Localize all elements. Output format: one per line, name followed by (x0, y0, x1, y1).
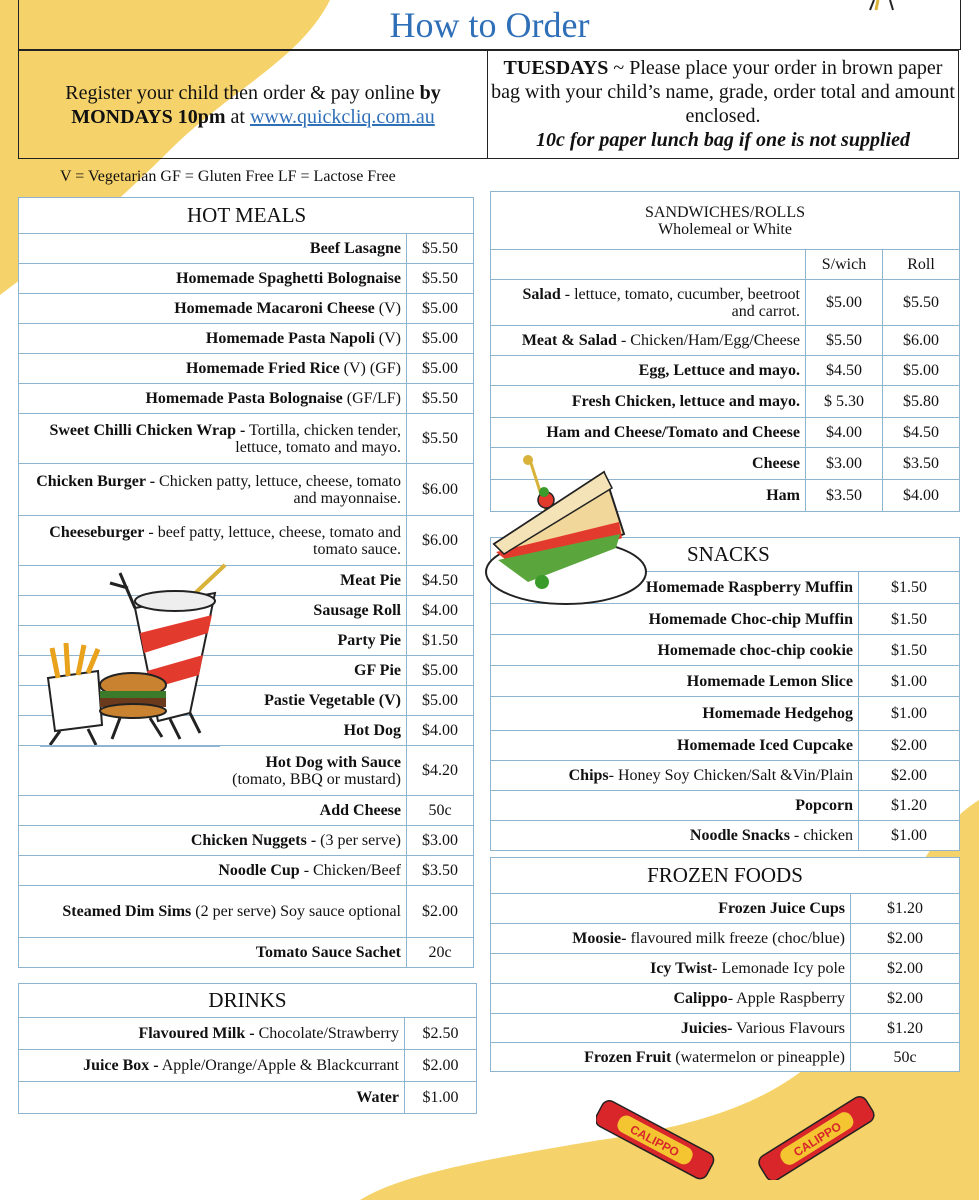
sandwiches-item-cell (491, 418, 806, 448)
snacks-row-homemade-hedgehog (491, 697, 960, 731)
item-name: Homemade choc-chip cookie (657, 641, 853, 659)
item-name: Frozen Juice Cups (718, 900, 845, 917)
item-name: Chicken Burger - (36, 472, 156, 490)
sandwiches-item-cell (491, 356, 806, 386)
order-online-info (18, 50, 488, 159)
snacks-row-homemade-choc-chip-cookie (491, 635, 960, 666)
hot_meals-row-tomato-sauce-sachet (19, 938, 474, 968)
sandwiches-row-ham-and-cheese-tomato-and-cheese (491, 418, 960, 448)
hot_meals-row-cheeseburger (19, 516, 474, 566)
hot_meals-item-cell (19, 796, 407, 826)
sandwich-name-col-header (491, 250, 806, 280)
sandwiches-swich-cell: $5.50 (806, 326, 883, 356)
snacks-title: SNACKS (491, 538, 960, 572)
item-name: Popcorn (795, 797, 853, 814)
hot_meals-price-cell: $3.50 (407, 856, 474, 886)
hot_meals-price-cell: $6.00 (407, 464, 474, 516)
drinks-price-cell: $2.50 (405, 1018, 477, 1050)
item-name: Homemade Pasta Napoli (205, 330, 375, 347)
item-name: Homemade Choc-chip Muffin (648, 610, 853, 628)
item-description: - Honey Soy Chicken/Salt &Vin/Plain (608, 767, 853, 784)
item-name: Cheese (752, 455, 800, 472)
sandwiches-roll-cell: $5.00 (883, 356, 960, 386)
calippo-logo-text-left: CALIPPO (627, 1122, 682, 1160)
hot_meals-price-cell: $1.50 (407, 626, 474, 656)
frozen-row-icy-twist (491, 954, 960, 984)
hot_meals-price-cell: $4.20 (407, 746, 474, 796)
item-name: Meat & Salad (521, 332, 617, 349)
snacks-item-cell (491, 635, 859, 666)
frozen-item-cell (491, 924, 851, 954)
snacks-price-cell: $1.00 (859, 666, 960, 697)
drinks-title: DRINKS (19, 984, 477, 1018)
hot_meals-row-beef-lasagne (19, 234, 474, 264)
roll-col-header: Roll (883, 250, 960, 280)
order-deadline: by MONDAYS 10pm (71, 81, 441, 128)
item-description: - chicken (789, 827, 853, 844)
hot_meals-price-cell: $5.50 (407, 414, 474, 464)
item-description: (tomato, BBQ or mustard) (232, 770, 401, 788)
item-name: Juice Box - (83, 1057, 159, 1074)
item-description: - Chicken/Beef (299, 862, 401, 879)
hot_meals-item-cell (19, 354, 407, 384)
hot_meals-item-cell (19, 826, 407, 856)
sandwiches-swich-cell: $3.00 (806, 448, 883, 480)
item-name: Pastie Vegetable (V) (264, 692, 401, 709)
item-name: Tomato Sauce Sachet (255, 944, 401, 961)
item-description: Apple/Orange/Apple & Blackcurrant (158, 1057, 399, 1074)
item-name: Homemade Iced Cupcake (677, 737, 853, 754)
item-description: flavoured milk freeze (choc/blue) (626, 930, 845, 947)
item-description: (V) (374, 300, 401, 317)
decorative-legs-icon (860, 0, 920, 12)
item-name: Cheeseburger (49, 523, 145, 541)
item-description: (3 per serve) (316, 832, 401, 849)
snacks-price-cell: $1.20 (859, 791, 960, 821)
frozen-item-cell (491, 1014, 851, 1043)
sandwiches-swich-cell: $4.00 (806, 418, 883, 448)
hot_meals-price-cell: 50c (407, 796, 474, 826)
frozen-foods-table (490, 857, 960, 1072)
hot_meals-row-chicken-nuggets (19, 826, 474, 856)
tuesday-text: ~ Please place your order in brown paper bag with your child’s name, grade, order total and amount enclosed. (491, 57, 955, 127)
item-name: Frozen Fruit (584, 1048, 672, 1066)
item-name: Noodle Cup (218, 862, 300, 879)
sandwiches-swich-cell: $3.50 (806, 480, 883, 512)
item-name: Homemade Fried Rice (185, 360, 340, 377)
item-name: Ham and Cheese/Tomato and Cheese (546, 424, 800, 441)
hot_meals-item-cell (19, 856, 407, 886)
item-name: Flavoured Milk - (138, 1025, 255, 1042)
sandwiches-roll-cell: $5.80 (883, 386, 960, 418)
snacks-row-noodle-snacks (491, 821, 960, 851)
hot_meals-price-cell: $5.50 (407, 264, 474, 294)
hot_meals-row-chicken-burger (19, 464, 474, 516)
sandwich-illustration (484, 452, 654, 612)
item-description: Chocolate/Strawberry (254, 1025, 399, 1042)
hot_meals-item-cell (19, 414, 407, 464)
item-name: Calippo (673, 990, 728, 1007)
snacks-row-popcorn (491, 791, 960, 821)
hot_meals-row-homemade-fried-rice (19, 354, 474, 384)
item-name: Ham (766, 487, 800, 504)
item-description: - lettuce, tomato, cucumber, beetroot and carrot. (560, 285, 800, 320)
hot_meals-price-cell: $2.00 (407, 886, 474, 938)
frozen-price-cell: $1.20 (851, 1014, 960, 1043)
snacks-price-cell: $1.00 (859, 697, 960, 731)
hot_meals-price-cell: 20c (407, 938, 474, 968)
item-name: Sausage Roll (313, 602, 401, 619)
item-name: Salad (522, 285, 561, 303)
item-name: Steamed Dim Sims (62, 903, 192, 920)
sandwiches-roll-cell: $6.00 (883, 326, 960, 356)
sandwiches-roll-cell: $3.50 (883, 448, 960, 480)
item-name: Meat Pie (340, 572, 401, 589)
snacks-item-cell (491, 666, 859, 697)
calippo-logo-text-right: CALIPPO (791, 1119, 844, 1160)
hot-meals-title: HOT MEALS (19, 198, 474, 234)
drinks-row-juice-box (19, 1050, 477, 1082)
sandwiches-row-fresh-chicken-lettuce-and-mayo (491, 386, 960, 418)
item-name: Moosie- (572, 930, 627, 947)
item-description: Chicken patty, lettuce, cheese, tomato and mayonnaise. (155, 472, 401, 507)
snacks-row-homemade-iced-cupcake (491, 731, 960, 761)
drinks-row-water (19, 1082, 477, 1114)
tuesday-order-info (488, 50, 959, 159)
hot_meals-item-cell (19, 516, 407, 566)
tuesday-label: TUESDAYS (503, 57, 609, 79)
sandwiches-item-cell (491, 386, 806, 418)
drinks-row-flavoured-milk (19, 1018, 477, 1050)
sandwiches-row-meat-salad (491, 326, 960, 356)
item-name: Homemade Macaroni Cheese (174, 300, 375, 317)
snacks-item-cell (491, 791, 859, 821)
drinks-table (18, 983, 477, 1114)
frozen-price-cell: $2.00 (851, 924, 960, 954)
item-description: - Apple Raspberry (727, 990, 845, 1007)
sandwiches-roll-cell: $4.00 (883, 480, 960, 512)
item-name: GF Pie (354, 662, 401, 679)
snacks-price-cell: $1.00 (859, 821, 960, 851)
frozen-item-cell (491, 984, 851, 1014)
hot_meals-item-cell (19, 264, 407, 294)
item-name: Fresh Chicken, lettuce and mayo. (571, 393, 800, 410)
hot_meals-row-homemade-macaroni-cheese (19, 294, 474, 324)
snacks-price-cell: $1.50 (859, 604, 960, 635)
snacks-price-cell: $1.50 (859, 635, 960, 666)
item-name: Water (356, 1089, 399, 1106)
frozen-row-frozen-juice-cups (491, 894, 960, 924)
snacks-item-cell (491, 821, 859, 851)
item-name: Chips (568, 767, 609, 784)
item-name: Noodle Snacks (689, 827, 790, 844)
hot_meals-price-cell: $4.00 (407, 596, 474, 626)
hot_meals-price-cell: $4.00 (407, 716, 474, 746)
item-name: Juicies- (680, 1019, 733, 1037)
item-name: Homemade Pasta Bolognaise (145, 390, 343, 407)
item-description: (V) (374, 330, 401, 347)
frozen-price-cell: $2.00 (851, 984, 960, 1014)
hot_meals-price-cell: $5.00 (407, 324, 474, 354)
frozen-price-cell: 50c (851, 1043, 960, 1072)
calippo-illustration (596, 1070, 886, 1180)
frozen-item-cell (491, 954, 851, 984)
item-name: Icy Twist (650, 960, 713, 977)
hot_meals-price-cell: $5.50 (407, 234, 474, 264)
item-description: Various Flavours (732, 1019, 845, 1037)
sandwiches-swich-cell: $ 5.30 (806, 386, 883, 418)
paper-bag-note: 10c for paper lunch bag if one is not supplied (536, 129, 910, 151)
item-name: Homemade Lemon Slice (686, 672, 853, 690)
sandwiches-roll-cell: $5.50 (883, 280, 960, 326)
hot_meals-item-cell (19, 234, 407, 264)
snacks-item-cell (491, 761, 859, 791)
hot_meals-row-homemade-pasta-napoli (19, 324, 474, 354)
sandwiches-row-egg-lettuce-and-mayo (491, 356, 960, 386)
item-description: - beef patty, lettuce, cheese, tomato and tomato sauce. (144, 523, 401, 558)
frozen-row-frozen-fruit (491, 1043, 960, 1072)
hot_meals-price-cell: $5.00 (407, 294, 474, 324)
item-description: (GF/LF) (342, 390, 401, 407)
hot_meals-price-cell: $5.00 (407, 656, 474, 686)
page-title: How to Order (389, 5, 590, 45)
item-name: Add Cheese (319, 802, 401, 819)
snacks-item-cell (491, 697, 859, 731)
sandwiches-swich-cell: $5.00 (806, 280, 883, 326)
hot_meals-item-cell (19, 384, 407, 414)
item-description: Tortilla, chicken tender, lettuce, tomato and mayo. (235, 421, 401, 456)
hot_meals-price-cell: $4.50 (407, 566, 474, 596)
hot_meals-item-cell (19, 938, 407, 968)
item-name: Chicken Nuggets - (190, 832, 317, 849)
frozen-item-cell (491, 1043, 851, 1072)
drinks-item-cell (19, 1082, 405, 1114)
sandwiches-roll-cell: $4.50 (883, 418, 960, 448)
sandwiches-item-cell (491, 280, 806, 326)
item-name: Beef Lasagne (309, 240, 401, 257)
hot_meals-price-cell: $5.00 (407, 354, 474, 384)
frozen-foods-title: FROZEN FOODS (491, 858, 960, 894)
hot_meals-item-cell (19, 324, 407, 354)
drinks-item-cell (19, 1050, 405, 1082)
hot_meals-row-hot-dog-with-sauce (19, 746, 474, 796)
drinks-item-cell (19, 1018, 405, 1050)
title-box (18, 0, 961, 50)
item-name: Homemade Spaghetti Bolognaise (176, 270, 401, 287)
drinks-price-cell: $1.00 (405, 1082, 477, 1114)
item-description: (V) (GF) (339, 360, 401, 377)
snacks-price-cell: $2.00 (859, 731, 960, 761)
item-name: Homemade Hedgehog (702, 705, 853, 722)
order-online-text: Register your child then order & pay online (65, 81, 420, 104)
snacks-item-cell (491, 731, 859, 761)
item-description: - Chicken/Ham/Egg/Cheese (616, 332, 800, 349)
hot_meals-price-cell: $5.50 (407, 384, 474, 414)
sandwiches-row-salad (491, 280, 960, 326)
hot_meals-item-cell (19, 886, 407, 938)
hot_meals-row-sweet-chilli-chicken-wrap (19, 414, 474, 464)
sandwiches-title: SANDWICHES/ROLLS (644, 203, 805, 221)
dietary-legend: V = Vegetarian GF = Gluten Free LF = Lactose Free (60, 168, 396, 185)
drinks-price-cell: $2.00 (405, 1050, 477, 1082)
frozen-row-calippo (491, 984, 960, 1014)
item-name: Egg, Lettuce and mayo. (638, 362, 800, 379)
snack-characters-illustration (40, 563, 230, 753)
item-name: Sweet Chilli Chicken Wrap - (49, 421, 246, 439)
frozen-row-juicies (491, 1014, 960, 1043)
at-text: at (225, 105, 250, 128)
item-name: Hot Dog (343, 722, 401, 739)
sandwiches-header (491, 192, 960, 250)
snacks-price-cell: $2.00 (859, 761, 960, 791)
hot_meals-price-cell: $5.00 (407, 686, 474, 716)
item-name: Homemade Raspberry Muffin (645, 579, 853, 596)
hot_meals-row-homemade-spaghetti-bolognaise (19, 264, 474, 294)
frozen-price-cell: $1.20 (851, 894, 960, 924)
hot_meals-row-steamed-dim-sims (19, 886, 474, 938)
hot_meals-price-cell: $6.00 (407, 516, 474, 566)
sandwiches-swich-cell: $4.50 (806, 356, 883, 386)
hot_meals-row-noodle-cup (19, 856, 474, 886)
swich-col-header: S/wich (806, 250, 883, 280)
hot_meals-item-cell (19, 746, 407, 796)
item-name: Hot Dog with Sauce (265, 753, 401, 771)
item-name: Party Pie (337, 632, 401, 649)
frozen-row-moosie (491, 924, 960, 954)
item-description: (watermelon or pineapple) (671, 1048, 845, 1066)
frozen-item-cell (491, 894, 851, 924)
frozen-price-cell: $2.00 (851, 954, 960, 984)
website-link[interactable]: www.quickcliq.com.au (249, 105, 435, 128)
sandwiches-subtitle: Wholemeal or White (658, 220, 792, 238)
item-description: - Lemonade Icy pole (712, 960, 845, 977)
snacks-price-cell: $1.50 (859, 572, 960, 604)
hot_meals-item-cell (19, 464, 407, 516)
hot_meals-row-homemade-pasta-bolognaise (19, 384, 474, 414)
sandwiches-item-cell (491, 326, 806, 356)
snacks-row-homemade-lemon-slice (491, 666, 960, 697)
item-description: (2 per serve) Soy sauce optional (191, 903, 401, 920)
hot_meals-price-cell: $3.00 (407, 826, 474, 856)
hot_meals-item-cell (19, 294, 407, 324)
hot_meals-row-add-cheese (19, 796, 474, 826)
snacks-row-chips (491, 761, 960, 791)
